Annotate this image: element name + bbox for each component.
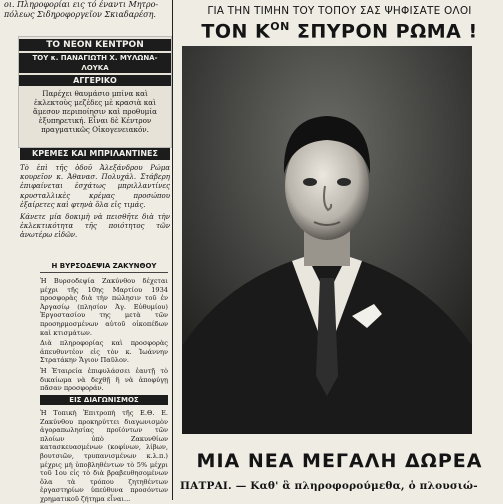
- article-diagonismos-body: Ἡ Τοπικὴ Ἐπιτροπὴ τῆς Ε.Θ. Ε. Ζακύνθου προκηρύττει διαγωνισμὸν ἀγοραπωλησίας προϊόντων τῶν πλοίων ὑπὸ Ζακυνθίων κατασκευασμένων (κοφίνων, λίβων, βουτσιῶν, τρυπανισμένων κ.λ.π.) μέχρις μὴ ὑποβληθέντων τὸ 5% μέχρι τοῦ 1ου εἰς τὸ διὰ βραβευθησομένων ὅλα τὰ τρόπου ζητηθέντων ἐργαστηρίων ὑπεύθυνα προσόντων χρηματικοῦ ζήτημα εἶναι...: [40, 409, 168, 503]
- headline-superscript: ΟΝ: [270, 20, 290, 33]
- portrait-illustration: [182, 46, 472, 434]
- portrait-photo: [182, 46, 472, 434]
- left-column: [0, 0, 170, 503]
- headline-pre: ΤΟΝ Κ: [201, 20, 271, 43]
- ad-cremes-title: ΚΡΕΜΕΣ ΚΑΙ ΜΠΡΙΛΑΝΤΙΝΕΣ: [20, 148, 170, 160]
- ad-cremes-paragraph: Κάνετε μία δοκιμὴ νὰ πεισθῆτε διὰ τὴν ἐκλεκτικότητα τῆς ποιότητος τῶν ἀνωτέρω εἰδῶν.: [20, 213, 170, 240]
- headline-kicker: ΓΙΑ ΤΗΝ ΤΙΜΗΝ ΤΟΥ ΤΟΠΟΥ ΣΑΣ ΨΗΦΙΣΑΤΕ ΟΛΟΙ: [207, 5, 472, 17]
- ad-cremes: [20, 148, 170, 258]
- snippet-line: οι. Πληροφορίαι εις τό έναντι Μητρο-: [4, 0, 159, 9]
- right-column: [176, 0, 503, 500]
- article-viokopeio-body: [40, 273, 168, 393]
- ad-cremes-paragraph: Τὸ ἐπὶ τῆς ὁδοῦ Ἀλεξάνδρου Ρώμα κουρεῖον κ. Ἀθανασ. Πολυχάλ. Στάβερη ἐπιφαίνεται ἐσχάτως μπριλλαντίνες κρυσταλλικὲς κρέμας προσώπου ἐξαίρετες καὶ φτηνὰ ὅλα εἰς τιμάς.: [20, 164, 170, 209]
- ad-kentron-title: ΤΟ ΝΕΟΝ ΚΕΝΤΡΟΝ: [19, 39, 171, 51]
- caption-headline: ΜΙΑ ΝΕΑ ΜΕΓΑΛΗ ΔΩΡΕΑ: [196, 450, 483, 472]
- article-paragraph: Ἡ Βυρσοδεψία Ζακύνθου δέχεται μέχρι τῆς 10ης Μαρτίου 1934 προσφορὰς διὰ τὴν πώλησιν τοῦ ἐν Ἀργασίῳ (πλησίον Ἁγ. Εὐθυμίου) Ἐργοστασίου της μετὰ τῶν προσηρμοσμένων αὐτοῦ οἰκοπέδων καὶ κτισμάτων.: [40, 277, 168, 337]
- top-snippet: [4, 0, 166, 20]
- ad-kentron-body: Παρέχει θαυμάσιο μπίνα καὶ ἐκλεκτοὺς μεζέδες μὲ κρασιὰ καὶ ἄμεσον περιποίησιν καὶ προθυμία ἐξυπηρετική. Εἶναι δὲ Κέντρον πραγματικῶς Οἰκογενειακόν.: [33, 89, 157, 134]
- main-headline: [176, 20, 503, 42]
- article-viokopeio: [40, 262, 168, 393]
- article-diagonismos-heading: ΕΙΣ ΔΙΑΓΩΝΙΣΜΟΣ: [40, 395, 168, 405]
- ad-kentron-location: ΑΓΓΕΡΙΚΟ: [19, 75, 171, 86]
- article-paragraph: Διὰ πληροφορίας καὶ προσφορὰς ἀπευθυντέον εἰς τὸν κ. Ἰωάννην Στρατάκην Ἅγιον Παῦλον.: [40, 339, 168, 365]
- headline-post: ΣΠΥΡΟΝ ΡΩΜΑ !: [289, 20, 478, 43]
- ad-cremes-body: [20, 160, 170, 241]
- article-viokopeio-heading: Η ΒΥΡΣΟΔΕΨΙΑ ΖΑΚΥΝΘΟΥ: [40, 262, 168, 273]
- column-divider: [172, 0, 173, 500]
- article-diagonismos: [40, 395, 168, 503]
- ad-kentron-owner: ΤΟΥ κ. ΠΑΝΑΓΙΩΤΗ Χ. ΜΥΛΩΝΑ-ΛΟΥΚΑ: [19, 53, 171, 73]
- lead-paragraph: ΠΑΤΡΑΙ. — Καθ' ἃ πληροφορούμεθα, ὁ πλουσιώ-: [180, 480, 478, 492]
- ad-kentron: [18, 36, 172, 148]
- snippet-line: πόλεως Σιδηροφοργεῖον Σκιαδαρέση.: [4, 10, 156, 19]
- article-paragraph: Ἡ Ἑταιρεία ἐπιφυλάσσει ἑαυτῇ τὸ δικαίωμα νὰ δεχθῇ ἢ νὰ ἀποφύγῃ πᾶσαν προσφοράν.: [40, 366, 168, 393]
